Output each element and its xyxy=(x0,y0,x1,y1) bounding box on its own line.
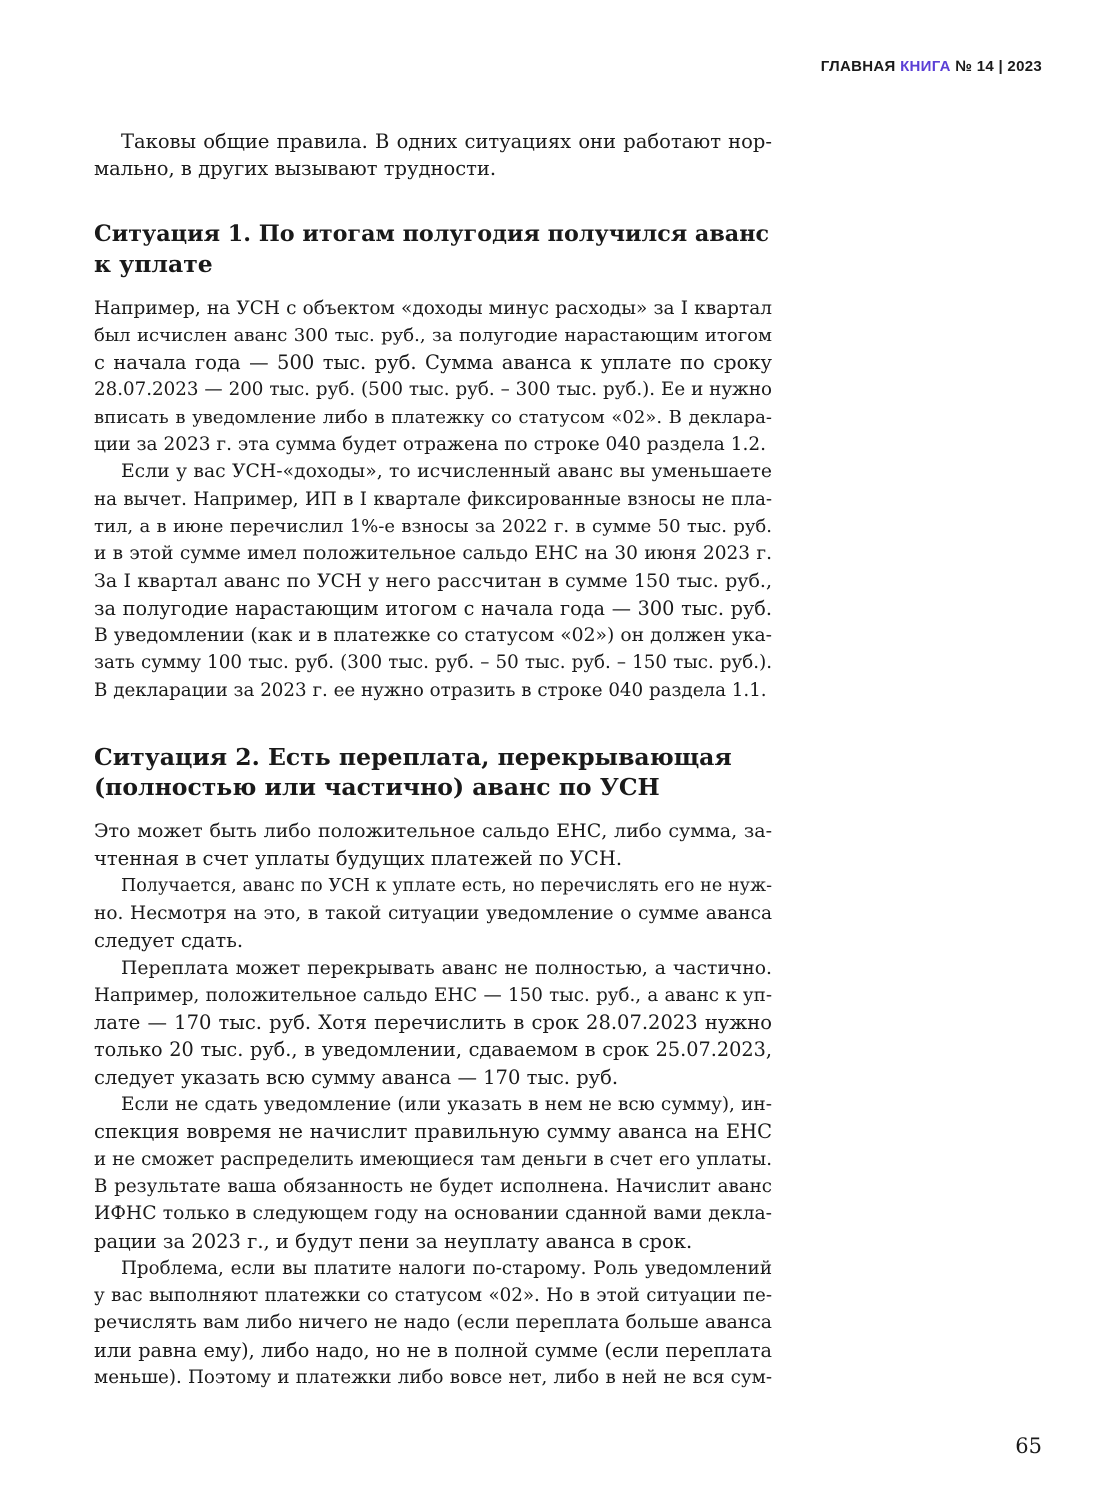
text-line: Это может быть либо положительное сальдо ЕНС, либо сумма, за- xyxy=(94,820,772,843)
heading-line: (полностью или частично) аванс по УСН xyxy=(94,773,660,802)
text-line: мально, в других вызывают трудности. xyxy=(94,157,497,181)
text-line: За I квартал аванс по УСН у него рассчитан в сумме 150 тыс. руб., xyxy=(94,569,772,592)
paragraph xyxy=(94,295,772,459)
text-line: лате — 170 тыс. руб. Хотя перечислить в срок 28.07.2023 нужно xyxy=(94,1011,772,1035)
magazine-title-part2: КНИГА xyxy=(900,58,951,75)
text-line: и в этой сумме имел положительное сальдо ЕНС на 30 июня 2023 г. xyxy=(94,543,772,565)
text-line: Например, на УСН с объектом «доходы минус расходы» за I квартал xyxy=(94,297,772,319)
heading-line: Ситуация 2. Есть переплата, перекрывающая xyxy=(94,743,732,772)
text-line: но. Несмотря на это, в такой ситуации уведомление о сумме аванса xyxy=(94,902,772,924)
text-line: Если у вас УСН-«доходы», то исчисленный аванс вы уменьшаете xyxy=(121,461,772,483)
text-line: Например, положительное сальдо ЕНС — 150 тыс. руб., а аванс к уп- xyxy=(94,984,772,1006)
text-line: чтенная в счет уплаты будущих платежей по УСН. xyxy=(94,847,623,871)
text-line: В уведомлении (как и в платежке со статусом «02») он должен ука- xyxy=(94,625,772,647)
text-line: Таковы общие правила. В одних ситуациях они работают нор- xyxy=(121,130,772,153)
paragraph xyxy=(94,458,772,704)
text-line: Проблема, если вы платите налоги по-старому. Роль уведомлений xyxy=(121,1257,772,1279)
text-line: за полугодие нарастающим итогом с начала года — 300 тыс. руб. xyxy=(94,596,772,620)
text-line: тил, а в июне перечислил 1%-е взносы за 2022 г. в сумме 50 тыс. руб. xyxy=(94,515,772,537)
text-line: с начала года — 500 тыс. руб. Сумма аванса к уплате по сроку xyxy=(94,351,772,375)
text-line: речислять вам либо ничего не надо (если переплата больше аванса xyxy=(94,1312,772,1334)
issue-number: № 14 | 2023 xyxy=(955,58,1042,75)
text-line: рации за 2023 г., и будут пени за неуплату аванса в срок. xyxy=(94,1229,693,1253)
paragraph xyxy=(94,818,772,873)
paragraph xyxy=(94,1091,772,1255)
section-heading-situation-1 xyxy=(94,219,772,279)
text-line: В декларации за 2023 г. ее нужно отразить в строке 040 раздела 1.1. xyxy=(94,679,767,701)
text-line: был исчислен аванс 300 тыс. руб., за полугодие нарастающим итогом xyxy=(94,324,772,346)
page-number: 65 xyxy=(1015,1434,1042,1458)
section-heading-situation-2 xyxy=(94,742,772,802)
text-line: следует указать всю сумму аванса — 170 тыс. руб. xyxy=(94,1065,619,1089)
intro-paragraph xyxy=(94,128,772,183)
text-line: только 20 тыс. руб., в уведомлении, сдаваемом в срок 25.07.2023, xyxy=(94,1038,772,1062)
text-line: Получается, аванс по УСН к уплате есть, но перечислять его не нуж- xyxy=(121,875,772,896)
text-line: спекция вовремя не начислит правильную сумму аванса на ЕНС xyxy=(94,1120,772,1144)
text-line: у вас выполняют платежки со статусом «02». Но в этой ситуации пе- xyxy=(94,1285,772,1307)
text-line: меньше). Поэтому и платежки либо вовсе нет, либо в ней не вся сум- xyxy=(94,1366,772,1388)
text-line: на вычет. Например, ИП в I квартале фиксированные взносы не пла- xyxy=(94,488,772,510)
text-line: ИФНС только в следующем году на основании сданной вами декла- xyxy=(94,1203,772,1225)
text-line: 28.07.2023 — 200 тыс. руб. (500 тыс. руб. – 300 тыс. руб.). Ее и нужно xyxy=(94,379,772,401)
text-line: В результате ваша обязанность не будет исполнена. Начислит аванс xyxy=(94,1175,772,1197)
heading-line: к уплате xyxy=(94,249,213,278)
text-line: Если не сдать уведомление (или указать в нем не всю сумму), ин- xyxy=(121,1094,772,1116)
paragraph xyxy=(94,873,772,955)
heading-line: Ситуация 1. По итогам полугодия получился аванс xyxy=(94,220,770,247)
article-body xyxy=(94,128,772,1391)
paragraph xyxy=(94,955,772,1091)
text-line: или равна ему), либо надо, но не в полной сумме (если переплата xyxy=(94,1338,772,1362)
text-line: Переплата может перекрывать аванс не полностью, а частично. xyxy=(121,957,772,979)
text-line: и не сможет распределить имеющиеся там деньги в счет его уплаты. xyxy=(94,1148,772,1170)
paragraph xyxy=(94,1255,772,1391)
text-line: ции за 2023 г. эта сумма будет отражена по строке 040 раздела 1.2. xyxy=(94,434,766,456)
text-line: следует сдать. xyxy=(94,929,244,953)
text-line: вписать в уведомление либо в платежку со статусом «02». В деклара- xyxy=(94,406,772,428)
magazine-title-part1: ГЛАВНАЯ xyxy=(820,58,896,75)
running-header xyxy=(821,58,1042,75)
text-line: зать сумму 100 тыс. руб. (300 тыс. руб. – 50 тыс. руб. – 150 тыс. руб.). xyxy=(94,652,772,674)
